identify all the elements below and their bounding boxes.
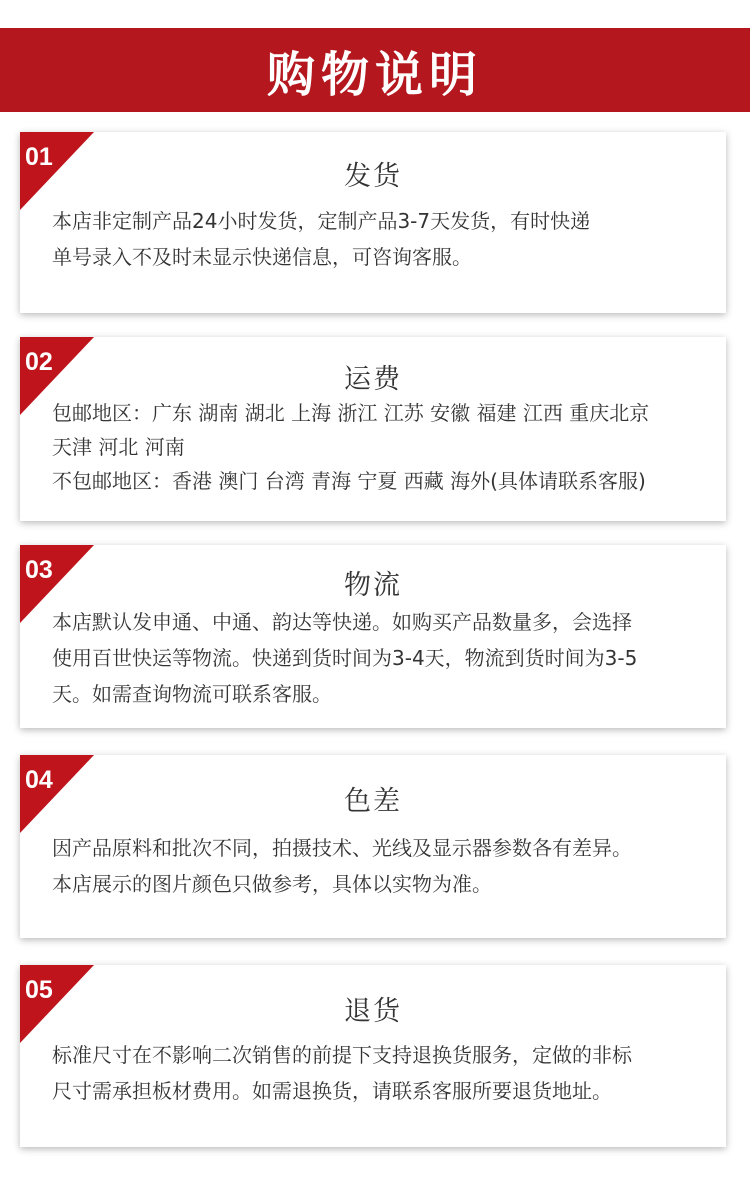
body-line: 本店默认发申通、中通、韵达等快递。如购买产品数量多，会选择	[52, 610, 632, 634]
body-line: 天。如需查询物流可联系客服。	[52, 682, 332, 706]
section-title: 物流	[344, 570, 402, 601]
section-card-shipping-fee	[20, 337, 726, 521]
section-card-color-difference	[20, 755, 726, 938]
body-line: 因产品原料和批次不同，拍摄技术、光线及显示器参数各有差异。	[52, 836, 632, 860]
section-number: 01	[25, 143, 53, 171]
section-number: 02	[25, 348, 53, 376]
body-line: 不包邮地区：香港 澳门 台湾 青海 宁夏 西藏 海外(具体请联系客服)	[52, 469, 646, 493]
page-title: 购物说明	[266, 46, 483, 103]
section-card-returns	[20, 965, 726, 1147]
section-title: 发货	[344, 161, 402, 192]
section-card-shipping	[20, 132, 726, 313]
section-title: 运费	[344, 364, 402, 395]
section-title: 色差	[344, 786, 402, 817]
body-line: 本店展示的图片颜色只做参考，具体以实物为准。	[52, 872, 492, 896]
header-banner	[0, 28, 750, 112]
body-line: 使用百世快运等物流。快递到货时间为3-4天，物流到货时间为3-5	[52, 646, 638, 670]
section-body	[52, 203, 712, 275]
section-title: 退货	[344, 996, 402, 1027]
body-line: 尺寸需承担板材费用。如需退换货，请联系客服所要退货地址。	[52, 1079, 612, 1103]
section-number: 04	[25, 766, 53, 794]
section-body	[52, 830, 712, 902]
section-card-logistics	[20, 545, 726, 728]
body-line: 标准尺寸在不影响二次销售的前提下支持退换货服务，定做的非标	[52, 1043, 632, 1067]
section-body	[52, 396, 712, 498]
body-line: 包邮地区：广东 湖南 湖北 上海 浙江 江苏 安徽 福建 江西 重庆北京	[52, 401, 650, 425]
section-number: 03	[25, 556, 53, 584]
section-body	[52, 1037, 712, 1109]
section-body	[52, 604, 712, 712]
body-line: 天津 河北 河南	[52, 435, 185, 459]
section-number: 05	[25, 976, 53, 1004]
body-line: 单号录入不及时未显示快递信息，可咨询客服。	[52, 245, 472, 269]
body-line: 本店非定制产品24小时发货，定制产品3-7天发货，有时快递	[52, 209, 591, 233]
